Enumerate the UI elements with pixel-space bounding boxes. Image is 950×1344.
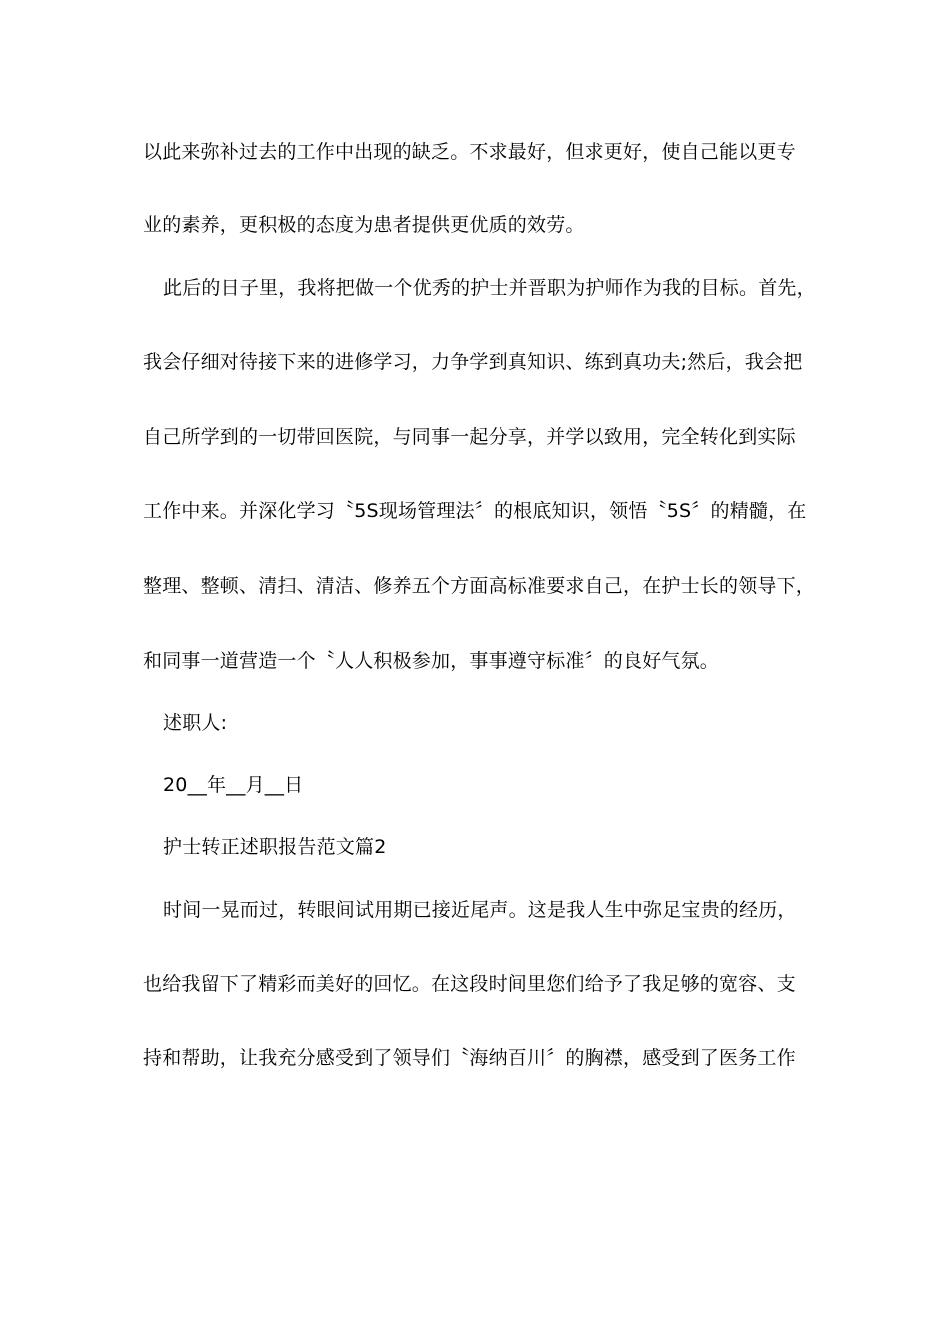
paragraph-line: 也给我留下了精彩而美好的回忆。在这段时间里您们给予了我足够的宽容、支 [143,973,796,995]
paragraph-line: 自己所学到的一切带回医院，与同事一起分享，并学以致用，完全转化到实际 [143,426,796,448]
section-title: 护士转正述职报告范文篇2 [163,836,387,858]
paragraph-line: 我会仔细对待接下来的进修学习，力争学到真知识、练到真功夫;然后，我会把 [143,351,803,373]
paragraph-line: 时间一晃而过，转眼间试用期已接近尾声。这是我人生中弥足宝贵的经历， [163,899,797,921]
paragraph-line: 此后的日子里，我将把做一个优秀的护士并晋职为护师作为我的目标。首先， [163,277,816,299]
paragraph-line: 整理、整顿、清扫、清洁、修养五个方面高标准要求自己，在护士长的领导下， [143,575,816,597]
signature-label: 述职人: [163,712,228,734]
date-line: 20__年__月__日 [163,774,304,796]
paragraph-line: 工作中来。并深化学习〝5S现场管理法〞的根底知识，领悟〝5S〞的精髓，在 [143,500,807,522]
paragraph-line: 和同事一道营造一个〝人人积极参加，事事遵守标准〞的良好气氛。 [143,650,720,672]
paragraph-line: 持和帮助，让我充分感受到了领导们〝海纳百川〞的胸襟，感受到了医务工作 [143,1047,796,1069]
paragraph-line: 业的素养，更积极的态度为患者提供更优质的效劳。 [143,214,585,236]
paragraph-line: 以此来弥补过去的工作中出现的缺乏。不求最好，但求更好，使自己能以更专 [143,141,796,163]
